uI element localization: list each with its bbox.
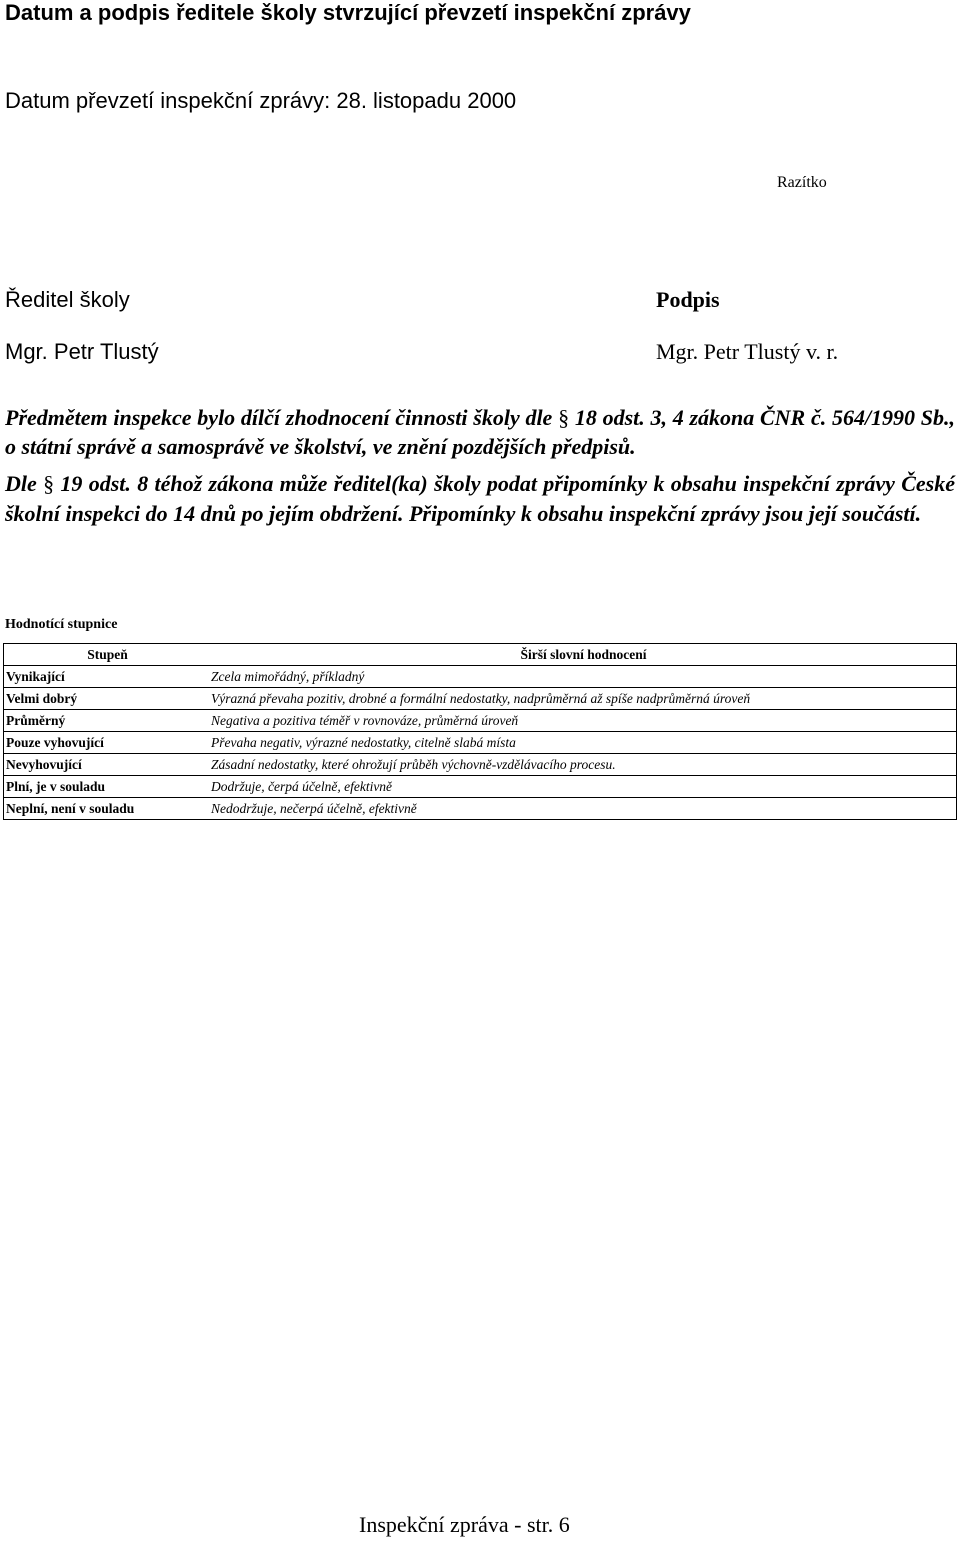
grade-cell: Plní, je v souladu (4, 776, 210, 798)
description-header: Širší slovní hodnocení (209, 644, 957, 666)
description-cell: Negativa a pozitiva téměř v rovnováze, průměrná úroveň (209, 710, 957, 732)
scale-title: Hodnotící stupnice (5, 617, 118, 632)
section-sign: § (43, 471, 55, 496)
description-cell: Nedodržuje, nečerpá účelně, efektivně (209, 798, 957, 820)
paragraph1-before: Předmětem inspekce bylo dílčí zhodnocení činnosti školy dle (5, 405, 553, 430)
table-row (4, 688, 957, 710)
section-sign: § (558, 405, 570, 430)
grade-cell: Vynikající (6, 669, 65, 684)
paragraph2-before: Dle (5, 471, 37, 496)
inspection-subject-paragraph (5, 403, 955, 461)
description-cell: Zásadní nedostatky, které ohrožují průběh výchovně-vzdělávacího procesu. (209, 754, 957, 776)
page-heading: Datum a podpis ředitele školy stvrzující převzetí inspekční zprávy (5, 0, 691, 25)
paragraph1-after: 18 odst. 3, 4 zákona ČNR č. 564/1990 Sb., o státní správě a samosprávě ve školství, ve znění pozdějších předpisů. (5, 405, 956, 459)
description-cell: Zcela mimořádný, příkladný (211, 669, 365, 684)
comments-right-paragraph (5, 469, 955, 529)
grade-cell: Velmi dobrý (4, 688, 210, 710)
description-cell: Dodržuje, čerpá účelně, efektivně (209, 776, 957, 798)
table-row (4, 776, 957, 798)
signature-name: Mgr. Petr Tlustý v. r. (656, 339, 839, 364)
table-row (4, 710, 957, 732)
paragraph2-after: 19 odst. 8 téhož zákona může ředitel(ka) školy podat připomínky k obsahu inspekční zprávy České školní inspekci do 14 dnů po jejím obdržení. Připomínky k obsahu inspekční zprávy jsou její součástí. (5, 471, 956, 526)
grade-cell: Průměrný (4, 710, 210, 732)
grade-header: Stupeň (4, 644, 210, 666)
grade-cell: Neplní, není v souladu (4, 798, 210, 820)
table-row (4, 666, 957, 688)
description-cell: Výrazná převaha pozitiv, drobné a formální nedostatky, nadprůměrná až spíše nadprůměrná úroveň (209, 688, 957, 710)
table-row (4, 798, 957, 820)
rating-scale-table (3, 643, 957, 820)
director-name: Mgr. Petr Tlustý (5, 339, 159, 364)
table-row (4, 732, 957, 754)
receipt-date: Datum převzetí inspekční zprávy: 28. listopadu 2000 (5, 88, 517, 113)
signature-label: Podpis (656, 287, 720, 312)
stamp-label: Razítko (777, 174, 827, 191)
grade-cell: Nevyhovující (4, 754, 210, 776)
table-row (4, 754, 957, 776)
grade-cell: Pouze vyhovující (4, 732, 210, 754)
description-cell: Převaha negativ, výrazné nedostatky, citelně slabá místa (209, 732, 957, 754)
table-header-row (4, 644, 957, 666)
page-footer: Inspekční zpráva - str. 6 (359, 1512, 570, 1537)
director-label: Ředitel školy (5, 287, 130, 312)
